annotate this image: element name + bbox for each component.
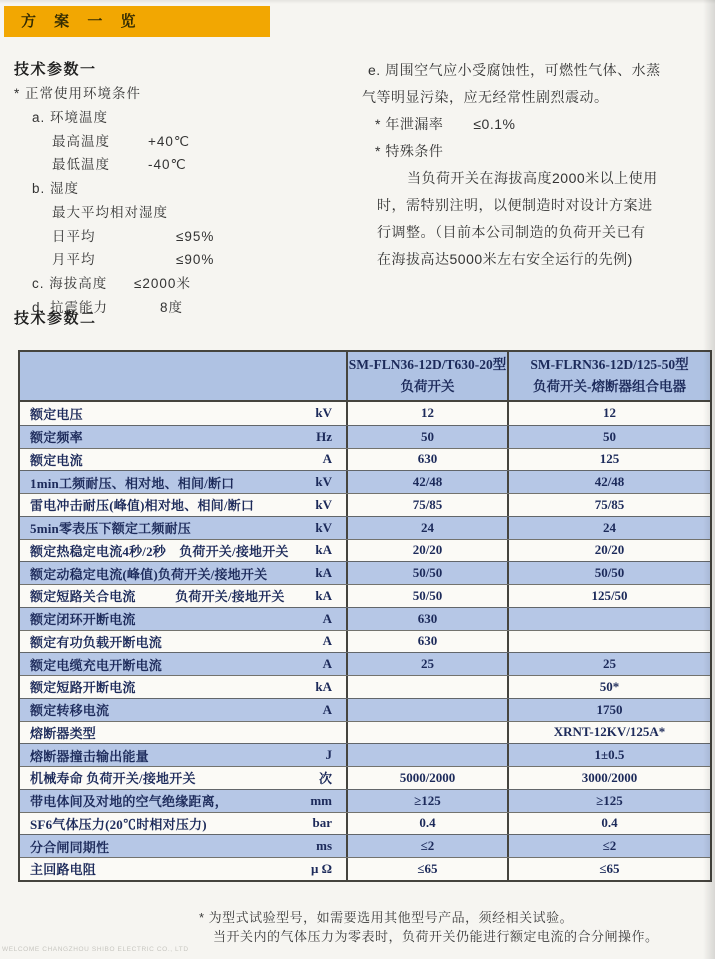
special-text-line: 时，需特别注明，以便制造时对设计方案进: [377, 197, 653, 213]
spec-value-combo: 24: [603, 519, 616, 535]
spec-value-combo: 75/85: [594, 496, 625, 512]
spec-param-unit: kA: [315, 678, 332, 694]
spec-param-cell: [20, 767, 346, 789]
spec-param-name: 熔断器撞击输出能量: [30, 748, 149, 764]
spec-param-unit: μ Ω: [310, 860, 332, 876]
spec-param-unit: kA: [315, 565, 332, 581]
spec-param-cell: [20, 835, 346, 857]
spec-table-row: [20, 402, 710, 425]
spec-value-switch: [346, 676, 509, 698]
spec-param-name: SF6气体压力(20℃时相对压力): [30, 816, 207, 832]
env-condition-row: [14, 225, 362, 249]
spec-table-row: [20, 857, 710, 880]
special-text-line: 行调整。（目前本公司制造的负荷开关已有: [377, 224, 646, 240]
spec-param-unit: kA: [315, 587, 332, 603]
spec-param-cell: [20, 494, 346, 516]
note-text-line: 气等明显污染，应无经常性剧烈震动。: [362, 89, 609, 105]
env-condition-label: b. 湿度: [32, 181, 80, 197]
spec-param-unit: kA: [315, 542, 332, 558]
spec-value-switch: 630: [346, 631, 509, 653]
spec-table: [18, 350, 712, 882]
spec-table-row: [20, 766, 710, 789]
note-text-line: e. 周围空气应小受腐蚀性，可燃性气体、水蒸: [368, 62, 661, 78]
spec-value-switch: ≤65: [346, 858, 509, 880]
spec-param-cell: [20, 722, 346, 744]
spec-value-switch: 25: [346, 653, 509, 675]
spec-param-unit: kV: [315, 519, 332, 535]
page-banner: [4, 6, 270, 37]
spec-value-switch: 50/50: [346, 562, 509, 584]
spec-table-row: [20, 698, 710, 721]
spec-table-row: [20, 493, 710, 516]
spec-value-switch: ≤2: [346, 835, 509, 857]
spec-table-header: [20, 352, 710, 402]
footnote-line2: 当开关内的气体压力为零表时，负荷开关仍能进行额定电流的合分闸操作。: [213, 929, 659, 944]
spec-param-cell: [20, 449, 346, 471]
spec-value-combo: 3000/2000: [581, 769, 638, 785]
spec-param-name: 额定电缆充电开断电流: [30, 657, 163, 673]
env-condition-label: 日平均: [52, 228, 96, 244]
spec-table-row: [20, 630, 710, 653]
spec-param-name: 额定有功负载开断电流: [30, 634, 163, 650]
spec-param-name: 额定电压: [30, 406, 83, 422]
env-condition-row: [14, 130, 362, 154]
spec-param-name: 额定频率: [30, 430, 83, 446]
special-text-line: 在海拔高达5000米左右安全运行的先例): [377, 251, 633, 267]
env-condition-label: a. 环境温度: [32, 110, 109, 125]
spec-table-row: [20, 607, 710, 630]
spec-table-row: [20, 675, 710, 698]
spec-param-name: 雷电冲击耐压(峰值)相对地、相间/断口: [30, 498, 255, 514]
spec-param-unit: bar: [312, 815, 332, 831]
spec-param-cell: [20, 653, 346, 675]
spec-value-combo: XRNT-12KV/125A*: [553, 724, 666, 740]
spec-table-row: [20, 425, 710, 448]
special-conditions-text: [362, 165, 712, 273]
env-condition-label: 月平均: [52, 252, 96, 268]
spec-value-switch: ≥125: [346, 790, 509, 812]
spec-value-combo: 20/20: [594, 542, 625, 558]
spec-param-cell: [20, 790, 346, 812]
spec-value-switch: 42/48: [346, 471, 509, 493]
spec-value-combo: 50: [603, 428, 616, 444]
spec-value-switch: 75/85: [346, 494, 509, 516]
section1-title: 技术参数一: [14, 61, 97, 78]
spec-param-name: 主回路电阻: [30, 862, 97, 878]
env-condition-row: [14, 201, 362, 225]
spec-table-header-param-col: [20, 352, 346, 400]
spec-value-combo: ≤2: [602, 838, 617, 854]
spec-value-combo: 50*: [599, 678, 620, 694]
spec-table-row: [20, 539, 710, 562]
spec-param-unit: J: [325, 747, 332, 763]
spec-value-switch: 24: [346, 517, 509, 539]
spec-param-name: 额定短路关合电流 负荷开关/接地开关: [30, 589, 285, 605]
spec-param-unit: mm: [310, 792, 332, 808]
note-paragraph-e: [362, 57, 712, 111]
spec-value-combo: 12: [603, 405, 616, 421]
env-condition-row: [14, 106, 362, 130]
spec-value-switch: 50/50: [346, 585, 509, 607]
env-rows: [14, 106, 362, 319]
spec-value-combo: 125/50: [591, 587, 628, 603]
spec-param-unit: Hz: [316, 428, 332, 444]
spec-param-unit: A: [322, 451, 332, 467]
env-condition-row: [14, 153, 362, 177]
section2-title: 技术参数二: [14, 310, 97, 327]
spec-value-combo: 50/50: [594, 565, 625, 581]
spec-value-switch: 50: [346, 426, 509, 448]
spec-value-combo: 25: [603, 656, 616, 672]
spec-table-row: [20, 561, 710, 584]
spec-param-cell: [20, 699, 346, 721]
spec-table-header-combo-col: [509, 352, 710, 400]
spec-value-combo: 1±0.5: [594, 747, 625, 763]
env-condition-row: [14, 272, 362, 296]
spec-param-unit: A: [322, 701, 332, 717]
spec-param-name: 额定短路开断电流: [30, 680, 136, 696]
spec-table-row: [20, 584, 710, 607]
env-condition-label: 最低温度: [52, 157, 110, 173]
spec-value-combo: ≥125: [596, 792, 623, 808]
spec-value-switch: 630: [346, 449, 509, 471]
spec-param-cell: [20, 631, 346, 653]
env-condition-value: ≤2000米: [134, 275, 191, 291]
env-condition-value: 8度: [160, 299, 184, 315]
spec-param-name: 熔断器类型: [30, 725, 97, 741]
spec-value-combo: 125: [599, 451, 620, 467]
env-condition-label: d. 抗震能力: [32, 299, 109, 315]
spec-param-unit: A: [322, 610, 332, 626]
spec-param-unit: kV: [315, 474, 332, 490]
spec-value-combo: 1750: [596, 701, 623, 717]
spec-value-combo: [509, 631, 710, 653]
spec-param-cell: [20, 426, 346, 448]
spec-param-unit: kV: [315, 405, 332, 421]
env-intro: * 正常使用环境条件: [14, 86, 142, 101]
spec-table-row: [20, 789, 710, 812]
spec-value-switch: 630: [346, 608, 509, 630]
spec-param-name: 机械寿命 负荷开关/接地开关: [30, 771, 196, 787]
env-condition-value: +40℃: [148, 133, 191, 149]
switch-model-type: 负荷开关: [400, 379, 455, 394]
spec-param-cell: [20, 471, 346, 493]
env-condition-value: ≤90%: [176, 252, 215, 268]
env-condition-label: 最高温度: [52, 133, 110, 149]
spec-param-cell: [20, 540, 346, 562]
spec-table-row: [20, 743, 710, 766]
leak-rate-row: [375, 111, 712, 138]
spec-param-cell: [20, 813, 346, 835]
spec-param-cell: [20, 744, 346, 766]
switch-model-name: SM-FLN36-12D/T630-20型: [348, 357, 507, 372]
spec-param-name: 带电体间及对地的空气绝缘距离，: [30, 794, 229, 810]
special-conditions-label: * 特殊条件: [375, 143, 444, 159]
spec-value-switch: [346, 699, 509, 721]
spec-param-unit: 次: [318, 771, 332, 787]
spec-param-name: 额定热稳定电流4秒/2秒 负荷开关/接地开关: [30, 543, 289, 559]
spec-param-name: 额定电流: [30, 452, 83, 468]
spec-param-cell: [20, 676, 346, 698]
spec-param-cell: [20, 608, 346, 630]
spec-table-body: [20, 402, 710, 880]
env-condition-label: c. 海拔高度: [32, 275, 108, 291]
spec-value-combo: 42/48: [594, 474, 625, 490]
spec-param-name: 额定动稳定电流(峰值)负荷开关/接地开关: [30, 566, 268, 582]
spec-table-row: [20, 652, 710, 675]
env-condition-value: ≤95%: [176, 228, 215, 244]
spec-param-cell: [20, 517, 346, 539]
spec-param-unit: A: [322, 633, 332, 649]
spec-table-row: [20, 448, 710, 471]
footnote-line1: * 为型式试验型号，如需要选用其他型号产品，须经相关试验。: [199, 910, 574, 925]
spec-value-switch: [346, 744, 509, 766]
spec-value-combo: [509, 608, 710, 630]
env-condition-row: [14, 177, 362, 201]
spec-value-combo: ≤65: [599, 860, 620, 876]
spec-param-cell: [20, 858, 346, 880]
combo-model-name: SM-FLRN36-12D/125-50型: [530, 357, 689, 372]
footnotes: [199, 908, 659, 946]
spec-value-switch: 0.4: [346, 813, 509, 835]
spec-value-switch: 5000/2000: [346, 767, 509, 789]
spec-table-row: [20, 812, 710, 835]
scan-watermark: WELCOME CHANGZHOU SHIBO ELECTRIC CO., LTD: [2, 946, 189, 953]
page-banner-title: 方 案 一 览: [21, 13, 143, 30]
spec-param-unit: ms: [316, 838, 332, 854]
env-condition-value: -40℃: [148, 157, 187, 173]
notes-column: [362, 57, 712, 273]
spec-table-row: [20, 470, 710, 493]
combo-model-type: 负荷开关-熔断器组合电器: [533, 379, 686, 394]
env-condition-row: [14, 248, 362, 272]
spec-value-switch: 20/20: [346, 540, 509, 562]
spec-table-row: [20, 516, 710, 539]
spec-param-unit: kV: [315, 496, 332, 512]
spec-param-unit: A: [322, 656, 332, 672]
spec-value-combo: 0.4: [601, 815, 618, 831]
spec-param-name: 5min零表压下额定工频耐压: [30, 521, 191, 537]
special-text-line: 当负荷开关在海拔高度2000米以上使用: [407, 170, 658, 186]
environment-conditions: [14, 82, 362, 319]
spec-value-switch: [346, 722, 509, 744]
spec-param-cell: [20, 562, 346, 584]
spec-param-name: 额定转移电流: [30, 703, 110, 719]
spec-param-cell: [20, 585, 346, 607]
env-condition-label: 最大平均相对湿度: [52, 204, 168, 220]
leak-rate-value: ≤0.1%: [473, 116, 516, 132]
spec-param-name: 额定闭环开断电流: [30, 612, 136, 628]
spec-value-switch: 12: [346, 402, 509, 425]
leak-rate-label: * 年泄漏率: [375, 116, 444, 132]
spec-table-header-switch-col: [346, 352, 509, 400]
spec-table-row: [20, 721, 710, 744]
spec-param-name: 1min工频耐压、相对地、相间/断口: [30, 475, 235, 491]
spec-param-name: 分合闸同期性: [30, 839, 110, 855]
spec-table-row: [20, 834, 710, 857]
spec-param-cell: [20, 402, 346, 425]
